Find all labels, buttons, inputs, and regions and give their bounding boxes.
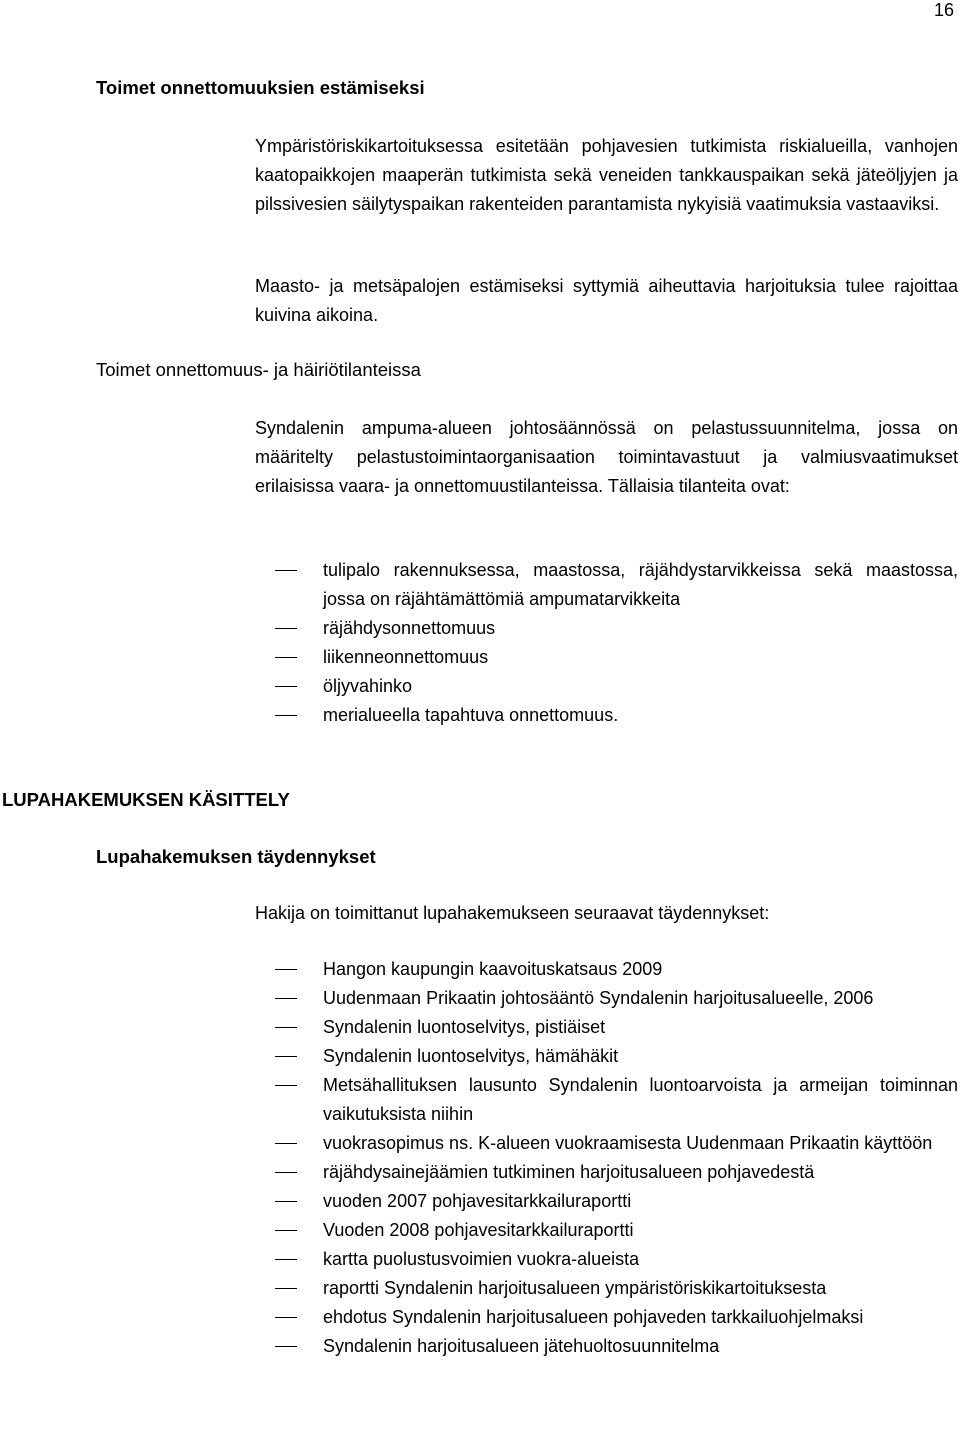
dash-bullet-icon — [275, 1056, 297, 1057]
list-item: liikenneonnettomuus — [255, 643, 958, 672]
paragraph-risk-survey: Ympäristöriskikartoituksessa esitetään pohjavesien tutkimista riskialueilla, vanhojen kaatopaikkojen maaperän tutkimista sekä veneiden tankkauspaikan sekä jäteöljyjen ja pilssivesien säilytyspaikan rakenteiden parantamista nykyisiä vaatimuksia vastaaviksi. — [255, 136, 958, 214]
list-item: öljyvahinko — [255, 672, 958, 701]
dash-bullet-icon — [275, 1317, 297, 1318]
paragraph-fire-prevention: Maasto- ja metsäpalojen estämiseksi syttymiä aiheuttavia harjoituksia tulee rajoittaa kuivina aikoina. — [255, 276, 958, 325]
accident-situations-list — [255, 556, 958, 730]
list-item: Vuoden 2008 pohjavesitarkkailuraportti — [255, 1216, 958, 1245]
list-item: Syndalenin harjoitusalueen jätehuoltosuunnitelma — [255, 1332, 958, 1361]
dash-bullet-icon — [275, 570, 297, 571]
dash-bullet-icon — [275, 715, 297, 716]
dash-bullet-icon — [275, 969, 297, 970]
dash-bullet-icon — [275, 1143, 297, 1144]
list-item: räjähdysainejäämien tutkiminen harjoitusalueen pohjavedestä — [255, 1158, 958, 1187]
list-item: Syndalenin luontoselvitys, hämähäkit — [255, 1042, 958, 1071]
list-item: Syndalenin luontoselvitys, pistiäiset — [255, 1013, 958, 1042]
dash-bullet-icon — [275, 998, 297, 999]
supplements-list — [255, 955, 958, 1361]
list-item: vuoden 2007 pohjavesitarkkailuraportti — [255, 1187, 958, 1216]
list-item: Metsähallituksen lausunto Syndalenin luontoarvoista ja armeijan toiminnan vaikutuksista niihin — [255, 1071, 958, 1129]
dash-bullet-icon — [275, 1259, 297, 1260]
heading-permit-supplements: Lupahakemuksen täydennykset — [96, 846, 376, 867]
dash-bullet-icon — [275, 1027, 297, 1028]
dash-bullet-icon — [275, 657, 297, 658]
list-item: Hangon kaupungin kaavoituskatsaus 2009 — [255, 955, 958, 984]
dash-bullet-icon — [275, 686, 297, 687]
dash-bullet-icon — [275, 1288, 297, 1289]
paragraph-supplements-intro: Hakija on toimittanut lupahakemukseen seuraavat täydennykset: — [255, 903, 770, 923]
list-item: vuokrasopimus ns. K-alueen vuokraamisesta Uudenmaan Prikaatin käyttöön — [255, 1129, 958, 1158]
page-number: 16 — [933, 0, 954, 20]
dash-bullet-icon — [275, 1346, 297, 1347]
list-item: ehdotus Syndalenin harjoitusalueen pohjaveden tarkkailuohjelmaksi — [255, 1303, 958, 1332]
list-item: kartta puolustusvoimien vuokra-alueista — [255, 1245, 958, 1274]
list-item: Uudenmaan Prikaatin johtosääntö Syndalenin harjoitusalueelle, 2006 — [255, 984, 958, 1013]
list-item: merialueella tapahtuva onnettomuus. — [255, 701, 958, 730]
heading-accident-situations: Toimet onnettomuus- ja häiriötilanteissa — [96, 359, 421, 380]
dash-bullet-icon — [275, 628, 297, 629]
heading-accident-prevention: Toimet onnettomuuksien estämiseksi — [96, 77, 425, 98]
dash-bullet-icon — [275, 1230, 297, 1231]
list-item: räjähdysonnettomuus — [255, 614, 958, 643]
heading-permit-processing: LUPAHAKEMUKSEN KÄSITTELY — [2, 789, 290, 810]
dash-bullet-icon — [275, 1085, 297, 1086]
list-item: raportti Syndalenin harjoitusalueen ympäristöriskikartoituksesta — [255, 1274, 958, 1303]
dash-bullet-icon — [275, 1172, 297, 1173]
list-item: tulipalo rakennuksessa, maastossa, räjähdystarvikkeissa sekä maastossa, jossa on räjähtämättömiä ampumatarvikkeita — [255, 556, 958, 614]
dash-bullet-icon — [275, 1201, 297, 1202]
paragraph-rescue-plan: Syndalenin ampuma-alueen johtosäännössä on pelastussuunnitelma, jossa on määritelty pelastustoimintaorganisaation toimintavastuut ja valmiusvaatimukset erilaisissa vaara- ja onnettomuustilanteissa. Tällaisia tilanteita ovat: — [255, 418, 958, 496]
